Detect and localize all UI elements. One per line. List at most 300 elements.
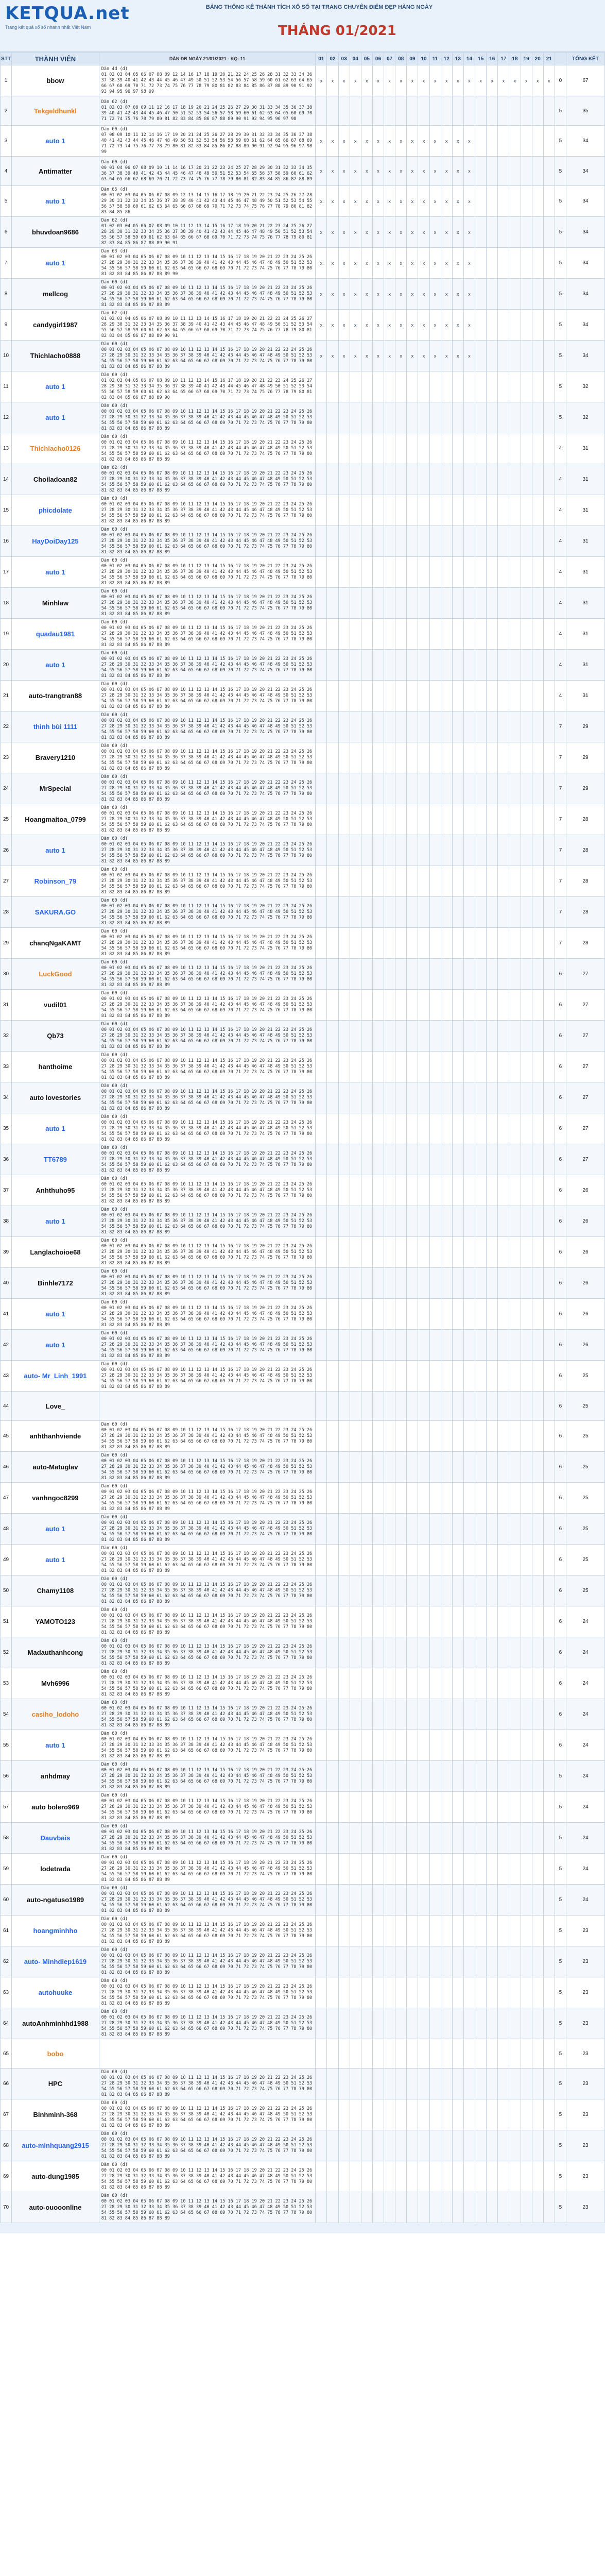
day-cell-20 <box>532 928 543 959</box>
day-cell-09 <box>407 248 418 279</box>
day-cell-20 <box>532 1575 543 1606</box>
day-cell-17 <box>498 2161 509 2192</box>
row-count: 5 <box>555 1916 566 1946</box>
day-cell-17 <box>498 1575 509 1606</box>
day-cell-10 <box>418 1637 429 1668</box>
day-cell-14 <box>463 1452 475 1483</box>
day-cell-05 <box>361 2008 372 2039</box>
day-cell-15 <box>475 1175 487 1206</box>
member-name-link[interactable]: hoangminhho <box>12 1916 99 1946</box>
table-row <box>1 1977 605 2008</box>
row-stt: 3 <box>1 126 12 157</box>
day-cell-09 <box>407 65 418 96</box>
day-cell-15 <box>475 1299 487 1330</box>
site-logo[interactable] <box>5 3 130 34</box>
day-cell-11 <box>429 495 441 526</box>
row-count: 5 <box>555 310 566 341</box>
member-name-link[interactable]: auto bolero969 <box>12 1792 99 1823</box>
day-cell-01 <box>316 495 327 526</box>
day-cell-12 <box>441 1452 452 1483</box>
row-stt: 13 <box>1 433 12 464</box>
day-cell-20 <box>532 1175 543 1206</box>
day-cell-06 <box>372 1421 384 1452</box>
day-cell-03 <box>338 1823 350 1854</box>
number-set: Dàn 60 (d) 00 01 02 03 04 05 06 07 08 09 10 11 12 13 14 15 16 17 18 19 20 21 22 23 24 25 26 27 28 29 30 31 32 33 34 35 36 37 38 39 40 41 42 43 44 45 46 47 48 49 50 51 52 53 54 55 56 57 58 59 60 61 62 63 64 65 66 67 68 69 70 71 72 73 74 75 76 77 78 79 80 81 82 83 84 85 86 87 88 89 <box>99 1637 315 1668</box>
member-name-link[interactable]: SAKURA.GO <box>12 897 99 928</box>
member-name-link[interactable]: auto 1 <box>12 248 99 279</box>
day-cell-21 <box>543 804 555 835</box>
day-cell-12 <box>441 126 452 157</box>
number-set: Dàn 60 (d) 00 01 02 03 04 05 06 07 08 09 10 11 12 13 14 15 16 17 18 19 20 21 22 23 24 25 26 27 28 29 30 31 32 33 34 35 36 37 38 39 40 41 42 43 44 45 46 47 48 49 50 51 52 53 54 55 56 57 58 59 60 61 62 63 64 65 66 67 68 69 70 71 72 73 74 75 76 77 78 79 80 81 82 83 84 85 86 87 88 89 <box>99 619 315 650</box>
day-cell-12 <box>441 2130 452 2161</box>
day-cell-01 <box>316 157 327 186</box>
member-name-link[interactable]: auto 1 <box>12 371 99 402</box>
row-count: 7 <box>555 897 566 928</box>
day-cell-06 <box>372 1545 384 1575</box>
hit-mark: x <box>366 291 368 297</box>
member-name-link[interactable]: HPC <box>12 2069 99 2099</box>
day-cell-18 <box>509 2099 521 2130</box>
day-cell-03 <box>338 248 350 279</box>
day-cell-12 <box>441 65 452 96</box>
day-cell-05 <box>361 433 372 464</box>
member-name-link[interactable]: Madauthanhcong <box>12 1637 99 1668</box>
day-cell-12 <box>441 1916 452 1946</box>
row-total: 24 <box>566 1792 605 1823</box>
member-name-link[interactable]: anhdmay <box>12 1761 99 1792</box>
day-cell-02 <box>327 1854 338 1885</box>
hit-mark: x <box>388 322 391 328</box>
member-name-link[interactable]: Anhthuho95 <box>12 1175 99 1206</box>
day-cell-04 <box>350 217 361 248</box>
member-name-link[interactable]: mellcog <box>12 279 99 310</box>
row-total: 31 <box>566 526 605 557</box>
day-cell-16 <box>487 1237 498 1268</box>
day-cell-12 <box>441 835 452 866</box>
row-total: 35 <box>566 96 605 126</box>
day-cell-18 <box>509 1916 521 1946</box>
day-cell-11 <box>429 1606 441 1637</box>
member-name-link[interactable]: chanqNgaKAMT <box>12 928 99 959</box>
member-name-link[interactable]: autohuuke <box>12 1977 99 2008</box>
member-name-link[interactable]: auto 1 <box>12 186 99 217</box>
day-cell-06 <box>372 65 384 96</box>
day-cell-10 <box>418 1916 429 1946</box>
row-stt: 68 <box>1 2130 12 2161</box>
day-cell-15 <box>475 928 487 959</box>
row-stt: 39 <box>1 1237 12 1268</box>
day-cell-13 <box>452 433 463 464</box>
day-cell-21 <box>543 217 555 248</box>
row-stt: 19 <box>1 619 12 650</box>
row-stt: 40 <box>1 1268 12 1299</box>
day-cell-10 <box>418 2192 429 2223</box>
header-name: THÀNH VIÊN <box>12 53 99 65</box>
day-cell-16 <box>487 742 498 773</box>
member-name-link[interactable]: Dauvbais <box>12 1823 99 1854</box>
row-count: 7 <box>555 866 566 897</box>
number-set: Dàn 60 (d) 00 01 02 03 04 05 06 07 08 09 10 11 12 13 14 15 16 17 18 19 20 21 22 23 24 25 26 27 28 29 30 31 32 33 34 35 36 37 38 39 40 41 42 43 44 45 46 47 48 49 50 51 52 53 54 55 56 57 58 59 60 61 62 63 64 65 66 67 68 69 70 71 72 73 74 75 76 77 78 79 80 81 82 83 84 85 86 87 88 89 <box>99 681 315 711</box>
header-day-14: 14 <box>463 53 475 65</box>
member-name-link[interactable]: auto 1 <box>12 126 99 157</box>
day-cell-19 <box>521 526 532 557</box>
day-cell-17 <box>498 1144 509 1175</box>
table-row <box>1 126 605 157</box>
member-name-link[interactable]: Langlachoioe68 <box>12 1237 99 1268</box>
member-name-link[interactable]: Bravery1210 <box>12 742 99 773</box>
day-cell-16 <box>487 650 498 681</box>
day-cell-02 <box>327 990 338 1021</box>
day-cell-20 <box>532 619 543 650</box>
day-cell-10 <box>418 1082 429 1113</box>
day-cell-08 <box>395 1113 407 1144</box>
day-cell-05 <box>361 1761 372 1792</box>
day-cell-04 <box>350 1854 361 1885</box>
day-cell-13 <box>452 526 463 557</box>
day-cell-09 <box>407 1545 418 1575</box>
row-count: 6 <box>555 1206 566 1237</box>
member-name-link[interactable]: autoAnhminhhd1988 <box>12 2008 99 2039</box>
member-name-link[interactable]: auto-ouooonline <box>12 2192 99 2223</box>
member-name-link[interactable]: auto 1 <box>12 1113 99 1144</box>
day-cell-07 <box>384 1946 395 1977</box>
member-name-link[interactable]: lodetrada <box>12 1854 99 1885</box>
row-stt: 28 <box>1 897 12 928</box>
member-name-link[interactable]: Thichlacho0888 <box>12 341 99 371</box>
row-stt: 41 <box>1 1299 12 1330</box>
day-cell-21 <box>543 1823 555 1854</box>
member-name-link[interactable]: HayDoiDay125 <box>12 526 99 557</box>
member-name-link[interactable]: auto-ngatuso1989 <box>12 1885 99 1916</box>
day-cell-16 <box>487 835 498 866</box>
row-total: 34 <box>566 157 605 186</box>
member-name-link[interactable]: auto 1 <box>12 1299 99 1330</box>
day-cell-04 <box>350 1330 361 1361</box>
member-name-link[interactable]: Qb73 <box>12 1021 99 1052</box>
day-cell-19 <box>521 1206 532 1237</box>
day-cell-18 <box>509 248 521 279</box>
day-cell-09 <box>407 928 418 959</box>
day-cell-21 <box>543 866 555 897</box>
day-cell-08 <box>395 126 407 157</box>
day-cell-05 <box>361 2039 372 2069</box>
hit-mark: x <box>377 353 379 359</box>
day-cell-17 <box>498 186 509 217</box>
row-count: 4 <box>555 619 566 650</box>
member-name-link[interactable]: auto-minhquang2915 <box>12 2130 99 2161</box>
member-name-link[interactable]: casiho_lodoho <box>12 1699 99 1730</box>
day-cell-04 <box>350 186 361 217</box>
day-cell-19 <box>521 650 532 681</box>
day-cell-05 <box>361 96 372 126</box>
member-name-link[interactable]: auto 1 <box>12 650 99 681</box>
member-name-link[interactable]: bobo <box>12 2039 99 2069</box>
day-cell-21 <box>543 1730 555 1761</box>
member-name-link[interactable]: Mvh6996 <box>12 1668 99 1699</box>
footer-bar <box>0 2223 605 2233</box>
number-set: Dàn 60 (d) 00 01 02 03 04 05 06 07 08 09 10 11 12 13 14 15 16 17 18 19 20 21 22 23 24 25 26 27 28 29 30 31 32 33 34 35 36 37 38 39 40 41 42 43 44 45 46 47 48 49 50 51 52 53 54 55 56 57 58 59 60 61 62 63 64 65 66 67 68 69 70 71 72 73 74 75 76 77 78 79 80 81 82 83 84 85 86 87 88 89 <box>99 1330 315 1361</box>
day-cell-18 <box>509 402 521 433</box>
member-name-link[interactable]: Chamy1108 <box>12 1575 99 1606</box>
day-cell-14 <box>463 2099 475 2130</box>
member-name-link[interactable]: auto 1 <box>12 1514 99 1545</box>
row-stt: 32 <box>1 1021 12 1052</box>
row-count: 5 <box>555 1761 566 1792</box>
day-cell-19 <box>521 1916 532 1946</box>
day-cell-07 <box>384 464 395 495</box>
day-cell-17 <box>498 1392 509 1421</box>
member-name-link[interactable]: Robinson_79 <box>12 866 99 897</box>
member-name-link[interactable]: Love_ <box>12 1392 99 1421</box>
member-name-link[interactable]: vanhngoc8299 <box>12 1483 99 1514</box>
day-cell-21 <box>543 1545 555 1575</box>
day-cell-01 <box>316 1082 327 1113</box>
member-name-link[interactable]: auto-dung1985 <box>12 2161 99 2192</box>
day-cell-15 <box>475 126 487 157</box>
day-cell-01 <box>316 1545 327 1575</box>
day-cell-19 <box>521 557 532 588</box>
number-set: Dàn 60 (d) 00 01 02 03 04 05 06 07 08 09 10 11 12 13 14 15 16 17 18 19 20 21 22 23 24 25 26 27 28 29 30 31 32 33 34 35 36 37 38 39 40 41 42 43 44 45 46 47 48 49 50 51 52 53 54 55 56 57 58 59 60 61 62 63 64 65 66 67 68 69 70 71 72 73 74 75 76 77 78 79 80 81 82 83 84 85 86 87 88 89 <box>99 1854 315 1885</box>
member-name-link[interactable]: Hoangmaitoa_0799 <box>12 804 99 835</box>
row-total: 26 <box>566 1268 605 1299</box>
day-cell-08 <box>395 1082 407 1113</box>
day-cell-07 <box>384 2069 395 2099</box>
table-row <box>1 2192 605 2223</box>
day-cell-16 <box>487 1730 498 1761</box>
day-cell-12 <box>441 557 452 588</box>
member-name-link[interactable]: hanthoime <box>12 1052 99 1082</box>
member-name-link[interactable]: Binhle7172 <box>12 1268 99 1299</box>
row-stt: 65 <box>1 2039 12 2069</box>
day-cell-16 <box>487 1268 498 1299</box>
day-cell-02 <box>327 2130 338 2161</box>
day-cell-17 <box>498 1330 509 1361</box>
member-name-link[interactable]: bhuvdoan9686 <box>12 217 99 248</box>
row-count: 5 <box>555 1823 566 1854</box>
day-cell-06 <box>372 835 384 866</box>
day-cell-06 <box>372 2008 384 2039</box>
day-cell-04 <box>350 1421 361 1452</box>
row-total: 34 <box>566 248 605 279</box>
day-cell-12 <box>441 1730 452 1761</box>
day-cell-01 <box>316 1052 327 1082</box>
day-cell-20 <box>532 1916 543 1946</box>
hit-mark: x <box>502 78 505 83</box>
day-cell-02 <box>327 1144 338 1175</box>
day-cell-17 <box>498 619 509 650</box>
day-cell-17 <box>498 557 509 588</box>
day-cell-03 <box>338 402 350 433</box>
day-cell-08 <box>395 866 407 897</box>
day-cell-01 <box>316 990 327 1021</box>
day-cell-19 <box>521 2008 532 2039</box>
member-name-link[interactable]: Choiladoan82 <box>12 464 99 495</box>
hit-mark: x <box>434 353 437 359</box>
day-cell-04 <box>350 1299 361 1330</box>
day-cell-21 <box>543 742 555 773</box>
day-cell-03 <box>338 1452 350 1483</box>
hit-mark: x <box>445 322 448 328</box>
hit-mark: x <box>388 353 391 359</box>
member-name-link[interactable]: quadau1981 <box>12 619 99 650</box>
day-cell-17 <box>498 2069 509 2099</box>
day-cell-07 <box>384 990 395 1021</box>
day-cell-02 <box>327 279 338 310</box>
row-total: 25 <box>566 1483 605 1514</box>
member-name-link[interactable]: auto 1 <box>12 835 99 866</box>
member-name-link[interactable]: phicdolate <box>12 495 99 526</box>
day-cell-05 <box>361 310 372 341</box>
day-cell-11 <box>429 1452 441 1483</box>
day-cell-04 <box>350 804 361 835</box>
number-set: Dàn 60 (d) 00 01 02 03 04 05 06 07 08 09 10 11 12 13 14 15 16 17 18 19 20 21 22 23 24 25 26 27 28 29 30 31 32 33 34 35 36 37 38 39 40 41 42 43 44 45 46 47 48 49 50 51 52 53 54 55 56 57 58 59 60 61 62 63 64 65 66 67 68 69 70 71 72 73 74 75 76 77 78 79 80 81 82 83 84 85 86 87 88 89 <box>99 1052 315 1082</box>
day-cell-21 <box>543 1021 555 1052</box>
hit-mark: x <box>411 229 414 235</box>
table-row <box>1 1545 605 1575</box>
day-cell-01 <box>316 1699 327 1730</box>
stats-table <box>0 52 605 2223</box>
member-name-link[interactable]: auto-trangtran88 <box>12 681 99 711</box>
member-name-link[interactable]: auto 1 <box>12 402 99 433</box>
number-set: Dàn 60 (d) 00 01 02 03 04 05 06 07 08 09 10 11 12 13 14 15 16 17 18 19 20 21 22 23 24 25 26 27 28 29 30 31 32 33 34 35 36 37 38 39 40 41 42 43 44 45 46 47 48 49 50 51 52 53 54 55 56 57 58 59 60 61 62 63 64 65 66 67 68 69 70 71 72 73 74 75 76 77 78 79 80 81 82 83 84 85 86 87 88 89 <box>99 1237 315 1268</box>
member-name-link[interactable]: MrSpecial <box>12 773 99 804</box>
member-name-link[interactable]: Antimatter <box>12 157 99 186</box>
day-cell-01 <box>316 279 327 310</box>
day-cell-07 <box>384 711 395 742</box>
member-name-link[interactable]: auto- Minhdiep1619 <box>12 1946 99 1977</box>
member-name-link[interactable]: bbow <box>12 65 99 96</box>
hit-mark: x <box>320 353 323 359</box>
member-name-link[interactable]: TT6789 <box>12 1144 99 1175</box>
day-cell-18 <box>509 1606 521 1637</box>
day-cell-03 <box>338 711 350 742</box>
day-cell-04 <box>350 433 361 464</box>
day-cell-12 <box>441 1761 452 1792</box>
day-cell-09 <box>407 1052 418 1082</box>
day-cell-04 <box>350 96 361 126</box>
day-cell-21 <box>543 681 555 711</box>
member-name-link[interactable]: vudil01 <box>12 990 99 1021</box>
day-cell-08 <box>395 897 407 928</box>
day-cell-10 <box>418 1483 429 1514</box>
day-cell-01 <box>316 248 327 279</box>
day-cell-06 <box>372 681 384 711</box>
day-cell-03 <box>338 1761 350 1792</box>
member-name-link[interactable]: auto 1 <box>12 1545 99 1575</box>
day-cell-18 <box>509 1082 521 1113</box>
day-cell-05 <box>361 1637 372 1668</box>
table-row <box>1 1452 605 1483</box>
member-name-link[interactable]: Minhlaw <box>12 588 99 619</box>
day-cell-08 <box>395 1545 407 1575</box>
day-cell-17 <box>498 157 509 186</box>
row-total: 27 <box>566 959 605 990</box>
day-cell-15 <box>475 1421 487 1452</box>
day-cell-05 <box>361 1021 372 1052</box>
number-set: Dàn 60 (d) 00 01 02 03 04 05 06 07 08 09 10 11 12 13 14 15 16 17 18 19 20 21 22 23 24 25 26 27 28 29 30 31 32 33 34 35 36 37 38 39 40 41 42 43 44 45 46 47 48 49 50 51 52 53 54 55 56 57 58 59 60 61 62 63 64 65 66 67 68 69 70 71 72 73 74 75 76 77 78 79 80 81 82 83 84 85 86 87 88 89 <box>99 1699 315 1730</box>
row-stt: 6 <box>1 217 12 248</box>
day-cell-20 <box>532 2161 543 2192</box>
day-cell-11 <box>429 217 441 248</box>
day-cell-20 <box>532 1699 543 1730</box>
member-name-link[interactable]: thinh bùi 1111 <box>12 711 99 742</box>
day-cell-07 <box>384 402 395 433</box>
day-cell-13 <box>452 371 463 402</box>
day-cell-06 <box>372 2161 384 2192</box>
day-cell-18 <box>509 1206 521 1237</box>
day-cell-10 <box>418 1330 429 1361</box>
day-cell-03 <box>338 1237 350 1268</box>
day-cell-16 <box>487 186 498 217</box>
member-name-link[interactable]: YAMOTO123 <box>12 1606 99 1637</box>
day-cell-12 <box>441 1082 452 1113</box>
hit-mark: x <box>411 291 414 297</box>
day-cell-08 <box>395 186 407 217</box>
day-cell-06 <box>372 959 384 990</box>
member-name-link[interactable]: LuckGood <box>12 959 99 990</box>
day-cell-11 <box>429 2161 441 2192</box>
member-name-link[interactable]: auto 1 <box>12 1206 99 1237</box>
day-cell-21 <box>543 96 555 126</box>
member-name-link[interactable]: Thichlacho0126 <box>12 433 99 464</box>
member-name-link[interactable]: auto 1 <box>12 1330 99 1361</box>
member-name-link[interactable]: auto- Mr_Linh_1991 <box>12 1361 99 1392</box>
day-cell-07 <box>384 1452 395 1483</box>
day-cell-18 <box>509 371 521 402</box>
day-cell-03 <box>338 1916 350 1946</box>
day-cell-03 <box>338 1885 350 1916</box>
row-count: 5 <box>555 341 566 371</box>
day-cell-15 <box>475 1545 487 1575</box>
hit-mark: x <box>468 198 471 204</box>
day-cell-06 <box>372 1392 384 1421</box>
day-cell-20 <box>532 866 543 897</box>
member-name-link[interactable]: auto lovestories <box>12 1082 99 1113</box>
day-cell-04 <box>350 1575 361 1606</box>
member-name-link[interactable]: auto-Matuglav <box>12 1452 99 1483</box>
day-cell-17 <box>498 248 509 279</box>
row-total: 34 <box>566 217 605 248</box>
member-name-link[interactable]: Tekgeldhunkl <box>12 96 99 126</box>
member-name-link[interactable]: auto 1 <box>12 1730 99 1761</box>
member-name-link[interactable]: auto 1 <box>12 557 99 588</box>
day-cell-18 <box>509 650 521 681</box>
row-count: 5 <box>555 1792 566 1823</box>
day-cell-16 <box>487 464 498 495</box>
day-cell-10 <box>418 1545 429 1575</box>
day-cell-11 <box>429 650 441 681</box>
day-cell-05 <box>361 1392 372 1421</box>
day-cell-15 <box>475 310 487 341</box>
day-cell-17 <box>498 526 509 557</box>
day-cell-15 <box>475 157 487 186</box>
day-cell-17 <box>498 1175 509 1206</box>
day-cell-06 <box>372 157 384 186</box>
row-stt: 17 <box>1 557 12 588</box>
day-cell-14 <box>463 1514 475 1545</box>
member-name-link[interactable]: anhthanhviende <box>12 1421 99 1452</box>
table-row <box>1 1361 605 1392</box>
day-cell-10 <box>418 1268 429 1299</box>
day-cell-01 <box>316 742 327 773</box>
day-cell-02 <box>327 681 338 711</box>
day-cell-16 <box>487 588 498 619</box>
member-name-link[interactable]: Binhminh-368 <box>12 2099 99 2130</box>
table-row <box>1 279 605 310</box>
member-name-link[interactable]: candygirl1987 <box>12 310 99 341</box>
day-cell-12 <box>441 711 452 742</box>
day-cell-07 <box>384 1916 395 1946</box>
